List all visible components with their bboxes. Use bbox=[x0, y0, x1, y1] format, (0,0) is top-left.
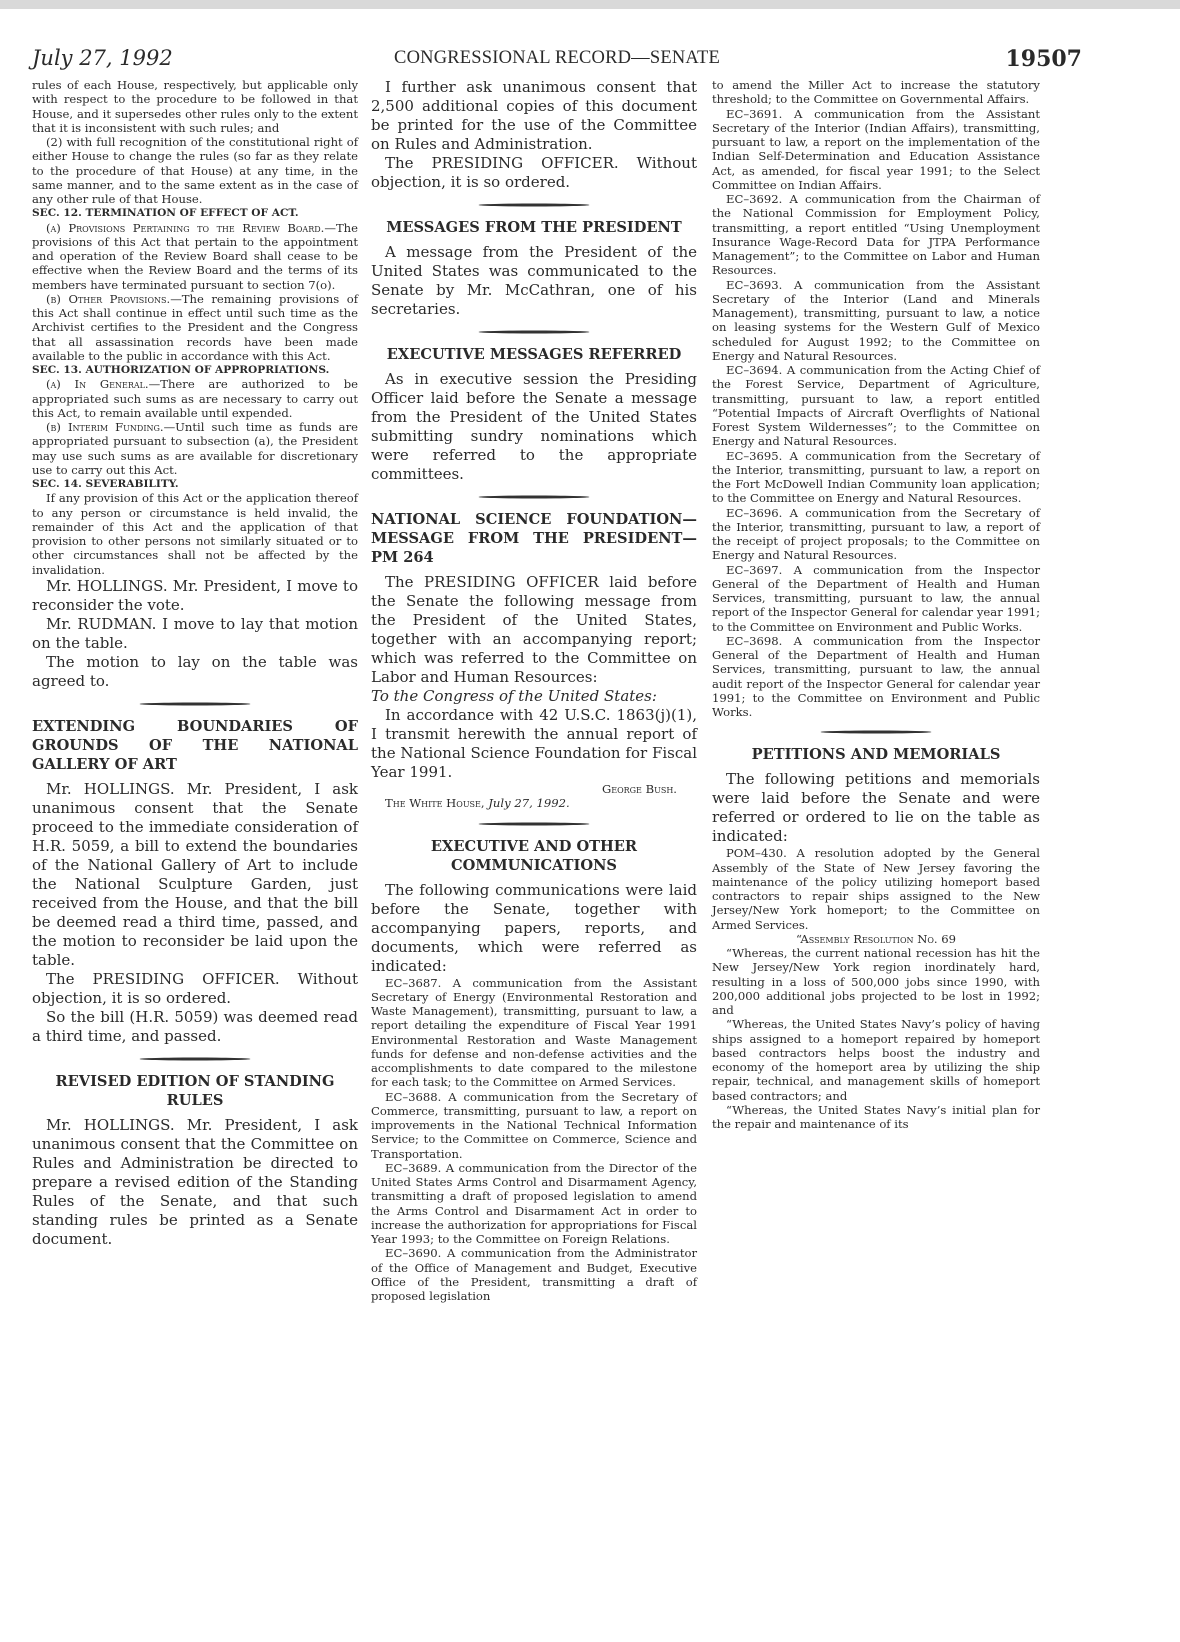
paragraph: The motion to lay on the table was agreed to. bbox=[32, 652, 358, 690]
paragraph: “Whereas, the United States Navy’s policy of having ships assigned to a homeport repaired by homeport based contractors helps boost the industry and economy of the homeport area by utilizing the ship repair, technical, and management skills of homeport based contractors; and bbox=[712, 1017, 1040, 1103]
column-left bbox=[32, 78, 358, 1249]
paragraph: In accordance with 42 U.S.C. 1863(j)(1), I transmit herewith the annual report of the National Science Foundation for Fiscal Year 1991. bbox=[371, 706, 697, 781]
paragraph: Mr. HOLLINGS. Mr. President, I ask unanimous consent that the Committee on Rules and Administration be directed to prepare a revised edition of the Standing Rules of the Senate, and that such standing rules be printed as a Senate document. bbox=[32, 1115, 358, 1248]
paragraph: (2) with full recognition of the constitutional right of either House to change the rules (so far as they relate to the procedure of that House) at any time, in the same manner, and to the same extent as in the case of any other rule of that House. bbox=[32, 135, 358, 206]
paragraph: I further ask unanimous consent that 2,500 additional copies of this document be printed for the use of the Committee on Rules and Administration. bbox=[371, 78, 697, 153]
section-divider bbox=[32, 1052, 358, 1066]
section-divider bbox=[371, 325, 697, 339]
paragraph: So the bill (H.R. 5059) was deemed read a third time, and passed. bbox=[32, 1007, 358, 1045]
section-heading: MESSAGES FROM THE PRESIDENT bbox=[386, 219, 682, 236]
paragraph-lead: The White House, bbox=[385, 796, 485, 811]
paragraph: EC–3698. A communication from the Inspector General of the Department of Health and Human Services, transmitting, pursuant to law, the annual audit report of the Inspector General for calendar year 1991; to the Committee on Environment and Public Works. bbox=[712, 633, 1040, 719]
paragraph: EC–3691. A communication from the Assistant Secretary of the Interior (Indian Affairs), transmitting, pursuant to law, a report on the implementation of the Indian Self-Determination and Education Assistance Act, as amended, for fiscal year 1991; to the Select Committee on Indian Affairs. bbox=[712, 106, 1040, 192]
paragraph: POM–430. A resolution adopted by the General Assembly of the State of New Jersey favoring the maintenance of the policy utilizing homeport based contractors to repair ships assigned to the New Jersey/New York homeport; to the Committee on Armed Services. bbox=[712, 846, 1040, 932]
paragraph-text: —Until such time as funds are appropriated pursuant to subsection (a), the President may use such sums as are available for discretionary use to carry out this Act. bbox=[32, 420, 358, 477]
section-title: SEC. 13. AUTHORIZATION OF APPROPRIATIONS. bbox=[32, 364, 330, 376]
paragraph: EC–3696. A communication from the Secretary of the Interior, transmitting, pursuant to law, a report of the receipt of project proposals; to the Committee on Energy and Natural Resources. bbox=[712, 505, 1040, 563]
section-heading: EXECUTIVE AND OTHER COMMUNICATIONS bbox=[430, 837, 638, 874]
paragraph: EC–3688. A communication from the Secretary of Commerce, transmitting, pursuant to law, a report on improvements in the National Technical Information Service; to the Committee on Commerce, Science and Transportation. bbox=[371, 1089, 697, 1161]
paragraph: EC–3689. A communication from the Director of the United States Arms Control and Disarmament Agency, transmitting a draft of proposed legislation to amend the Arms Control and Disarmament Act in order to increase the authorization for appropriations for Fiscal Year 1993; to the Committee on Foreign Relations. bbox=[371, 1160, 697, 1246]
paragraph-lead: (a) Provisions Pertaining to the Review Board. bbox=[46, 220, 325, 235]
paragraph: As in executive session the Presiding Officer laid before the Senate a message from the President of the United States submitting sundry nominations which were referred to the appropriate committees. bbox=[371, 370, 697, 483]
section-heading: EXTENDING BOUNDARIES OF GROUNDS OF THE NATIONAL GALLERY OF ART bbox=[32, 717, 358, 773]
paragraph: “Whereas, the United States Navy’s initial plan for the repair and maintenance of its bbox=[712, 1102, 1040, 1131]
section-heading: PETITIONS AND MEMORIALS bbox=[751, 746, 1001, 764]
section-divider bbox=[371, 198, 697, 212]
paragraph-lead: (b) Other Provisions. bbox=[46, 291, 171, 306]
paragraph-text: —There are authorized to be appropriated such sums as are necessary to carry out this Act, to remain available until expended. bbox=[32, 377, 358, 420]
paragraph: EC–3697. A communication from the Inspector General of the Department of Health and Human Services, transmitting, pursuant to law, the annual report of the Inspector General for calendar year 1991; to the Committee on Environment and Public Works. bbox=[712, 562, 1040, 634]
column-right bbox=[712, 78, 1040, 1131]
paragraph: The PRESIDING OFFICER. Without objection, it is so ordered. bbox=[371, 154, 697, 191]
paragraph-lead: (b) Interim Funding. bbox=[46, 420, 164, 434]
paragraph bbox=[371, 796, 697, 810]
header-date: July 27, 1992 bbox=[32, 46, 173, 70]
paragraph: The following petitions and memorials were laid before the Senate and were referred or ordered to lie on the table as indicated: bbox=[712, 770, 1040, 846]
section-divider bbox=[371, 817, 697, 831]
paragraph: The following communications were laid before the Senate, together with accompanying papers, reports, and documents, which were referred as indicated: bbox=[371, 880, 697, 975]
section-divider bbox=[32, 697, 358, 711]
paragraph: If any provision of this Act or the application thereof to any person or circumstance is held invalid, the remainder of this Act and the application of that provision to other persons not similarly situated or to other circumstances shall not be affected by the invalidation. bbox=[32, 491, 358, 577]
column-middle bbox=[371, 78, 697, 1303]
paragraph: A message from the President of the United States was communicated to the Senate by Mr. McCathran, one of his secretaries. bbox=[371, 243, 697, 318]
paragraph: EC–3694. A communication from the Acting Chief of the Forest Service, Department of Agriculture, transmitting, pursuant to law, a report entitled “Potential Impacts of Aircraft Overflights of National Forest System Wildernesses”; to the Committee on Energy and Natural Resources. bbox=[712, 363, 1040, 449]
paragraph: EC–3690. A communication from the Administrator of the Office of Management and Budget, Executive Office of the President, transmitting a draft of proposed legislation bbox=[371, 1246, 697, 1303]
paragraph: Mr. HOLLINGS. Mr. President, I move to reconsider the vote. bbox=[32, 576, 358, 614]
section-divider bbox=[712, 725, 1040, 739]
page-header bbox=[32, 46, 1082, 76]
paragraph: EC–3695. A communication from the Secretary of the Interior, transmitting, pursuant to law, a report on the Fort McDowell Indian Community loan application; to the Committee on Energy and Natural Resources. bbox=[712, 448, 1040, 506]
section-heading: EXECUTIVE MESSAGES REFERRED bbox=[386, 346, 682, 363]
paragraph bbox=[32, 420, 358, 477]
section-divider bbox=[371, 490, 697, 504]
paragraph-text: July 27, 1992. bbox=[484, 796, 570, 811]
paragraph-lead: (a) In General. bbox=[46, 377, 149, 392]
paragraph: The PRESIDING OFFICER laid before the Senate the following message from the President of the United States, together with an accompanying report; which was referred to the Committee on Labor and Human Resources: bbox=[371, 573, 697, 686]
section-heading: REVISED EDITION OF STANDING RULES bbox=[55, 1072, 335, 1109]
paragraph: Mr. HOLLINGS. Mr. President, I ask unanimous consent that the Senate proceed to the immediate consideration of H.R. 5059, a bill to extend the boundaries of the National Gallery of Art to include the National Sculpture Garden, just received from the House, and that the bill be deemed read a third time, passed, and the motion to reconsider be laid upon the table. bbox=[32, 779, 358, 969]
paragraph: EC–3692. A communication from the Chairman of the National Commission for Employment Policy, transmitting, a report entitled “Using Unemployment Insurance Wage-Record Data for JTPA Performance Management”; to the Committee on Labor and Human Resources. bbox=[712, 192, 1040, 278]
paragraph: EC–3687. A communication from the Assistant Secretary of Energy (Environmental Restoration and Waste Management), transmitting, pursuant to law, a report detailing the expenditure of Fiscal Year 1991 Environmental Restoration and Waste Management funds for defense and non-defense activities and the accomplishments to date compared to the milestone for each task; to the Committee on Armed Services. bbox=[371, 975, 697, 1090]
scan-top-edge bbox=[0, 0, 1180, 9]
paragraph: The PRESIDING OFFICER. Without objection, it is so ordered. bbox=[32, 969, 358, 1007]
paragraph-text: —The remaining provisions of this Act shall continue in effect until such time as the Archivist certifies to the President and the Congress that all assassination records have been made available to the public in accordance with this Act. bbox=[32, 291, 358, 363]
paragraph bbox=[32, 377, 358, 420]
paragraph: to amend the Miller Act to increase the statutory threshold; to the Committee on Governmental Affairs. bbox=[712, 78, 1040, 107]
paragraph bbox=[32, 221, 358, 292]
paragraph: “Assembly Resolution No. 69 bbox=[795, 931, 957, 946]
section-title: SEC. 14. SEVERABILITY. bbox=[32, 478, 179, 490]
page-number: 19507 bbox=[1005, 46, 1082, 72]
paragraph: “Whereas, the current national recession has hit the New Jersey/New York region inordinately hard, resulting in a loss of 500,000 jobs since 1990, with 200,000 additional jobs projected to be lost in 1992; and bbox=[712, 946, 1040, 1017]
paragraph: EC–3693. A communication from the Assistant Secretary of the Interior (Land and Minerals Management), transmitting, pursuant to law, a notice on leasing systems for the Western Gulf of Mexico scheduled for August 1992; to the Committee on Energy and Natural Resources. bbox=[712, 277, 1040, 363]
paragraph: rules of each House, respectively, but applicable only with respect to the procedure to be followed in that House, and it supersedes other rules only to the extent that it is inconsistent with such rules; and bbox=[32, 78, 358, 135]
section-title: SEC. 12. TERMINATION OF EFFECT OF ACT. bbox=[32, 207, 299, 220]
paragraph: George Bush. bbox=[601, 782, 677, 796]
paragraph: Mr. RUDMAN. I move to lay that motion on the table. bbox=[32, 614, 358, 652]
paragraph: To the Congress of the United States: bbox=[371, 687, 657, 705]
paragraph-text: —The provisions of this Act that pertain to the appointment and operation of the Review Board shall cease to be effective when the Review Board and the terms of its members have terminated pursuant to section 7(o). bbox=[32, 220, 358, 292]
header-title: CONGRESSIONAL RECORD—SENATE bbox=[394, 48, 720, 68]
section-heading: NATIONAL SCIENCE FOUNDATION—MESSAGE FROM THE PRESIDENT—PM 264 bbox=[371, 511, 697, 566]
paragraph bbox=[32, 292, 358, 363]
